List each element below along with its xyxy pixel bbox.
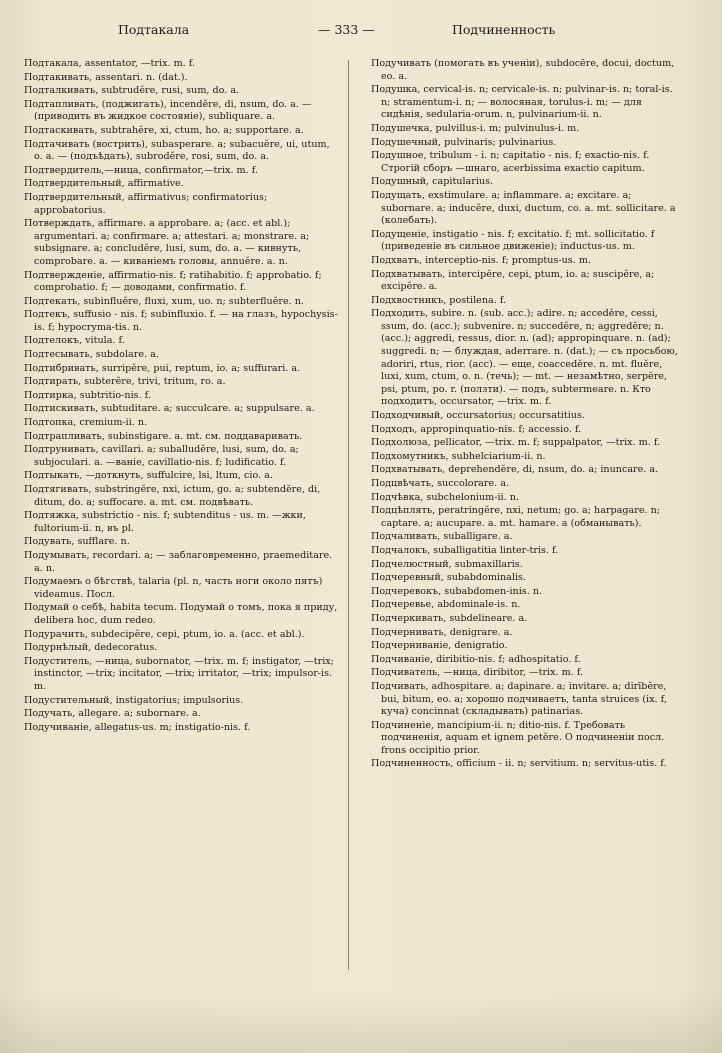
dictionary-entry: Подчеркивать, subdelineare. a.	[371, 612, 528, 624]
dictionary-entry: Подтирка, subtritio-nis. f.	[24, 389, 151, 401]
dictionary-entry: Подущать, exstimulare. a; inflammare. a; excitare. a; subornare. a; inducĕre, duxi, ductum, co. a. mt. sollicitare. a (колебать).	[371, 189, 676, 227]
dictionary-entry: Подтяжка, substrictio - nis. f; subtenditus - us. m. —жки, fultorium-ii. n, въ pl.	[24, 510, 306, 534]
dictionary-entry: Подчиватель, —ница, diribitor, —trix. m. f.	[371, 667, 584, 679]
dictionary-entry: Подчивать, adhospitare. a; dapinare. a; invitare. a; dirībĕre, bui, bitum, eo. a; хорошо подчиваетъ, tanta struices (ix. f, куча) concinnat (складывать) patinarias.	[371, 680, 667, 718]
dictionary-entry: Подтакивать, assentari. n. (dat.).	[24, 71, 188, 83]
dictionary-entry: Подтелокъ, vitula. f.	[24, 335, 125, 347]
dictionary-entry: Подтвердитель,—ница, confirmator,—trix. m. f.	[24, 164, 259, 176]
dictionary-entry: Подтирать, subterĕre, trivi, tritum, ro. a.	[24, 376, 226, 388]
column-divider	[348, 60, 349, 970]
dictionary-entry: Подхолюза, pellicator, —trix. m. f; suppalpator, —trix. m. f.	[371, 437, 661, 449]
dictionary-entry: Подушное, tribulum - i. n; capitatio - nis. f; exactio-nis. f. Строгій сборъ —шнаго, acerbissima exactio capitum.	[371, 150, 650, 174]
dictionary-entry: Подчиненіе, mancipium-ii. n; ditio-nis. f. Требовать подчиненія, aquam et ignem petĕre. О подчиненіи посл. frons occipitio prior.	[371, 719, 665, 756]
dictionary-entry: Подтесывать, subdolare. a.	[24, 349, 159, 361]
dictionary-entry: Подчалокъ, suballigatitia linter-tris. f.	[371, 544, 559, 556]
dictionary-entry: Подуститель, —ница, subornator, —trix. m. f; instigator, —trix; instinctor, —trix; incitator, —trix; irritator, —trix; impulsor-is. m.	[24, 655, 334, 692]
page-number: — 333 —	[318, 22, 375, 37]
dictionary-entry: Подчѣвка, subchelonium-ii. n.	[371, 491, 519, 503]
right-column	[371, 58, 685, 772]
dictionary-entry: Подхвостникъ, postilena. f.	[371, 294, 507, 306]
dictionary-entry: Подчерниваніе, denigratio.	[371, 640, 508, 652]
dictionary-entry: Подхомутникъ, subhelciarium-ii. n.	[371, 450, 546, 462]
dictionary-entry: Подцѣплять, peratringĕre, nxi, netum; go. a; harpagare. n; captare. a; aucupare. a. mt. hamare. a (обманывать).	[371, 505, 661, 529]
dictionary-entry: Подтвердительный, affirmativus; confirmatorius; approbatorius.	[24, 191, 268, 216]
dictionary-entry: Подтрапливать, subinstigare. a. mt. см. поддаваривать.	[24, 430, 303, 442]
dictionary-entry: Подучивать (помогать въ ученіи), subdocēre, docui, doctum, eo. a.	[371, 58, 675, 82]
dictionary-entry: Подчиваніе, diribitio-nis. f; adhospitatio. f.	[371, 653, 581, 665]
dictionary-entry: Подурачить, subdecipĕre, cepi, ptum, io. a. (acc. et abl.).	[24, 628, 305, 640]
dictionary-entry: Подумывать, recordari. a; — заблаговременно, praemeditare. a. n.	[24, 549, 333, 574]
dictionary-entry: Подтвержденіе, affirmatio-nis. f; ratihabitio. f; approbatio. f; comprobatio. f; — доводами, confirmatio. f.	[24, 269, 322, 294]
dictionary-entry: Подчеревье, abdominale-is. n.	[371, 599, 521, 611]
left-column	[24, 58, 338, 735]
dictionary-entry: Подхватывать, deprehendĕre, di, nsum, do. a; inuncare. a.	[371, 464, 659, 476]
dictionary-entry: Подтапливать, (поджигать), incendĕre, di, nsum, do. a. — (приводить въ жидкое состояніе), subliquare. a.	[24, 98, 312, 123]
dictionary-entry: Подтыкать, —доткнуть, suffulcire, lsi, ltum, cio. a.	[24, 470, 273, 482]
dictionary-entry: Подущеніе, instigatio - nis. f; excitatio. f; mt. sollicitatio. f (приведеніе въ сильное движеніе); inductus-us. m.	[371, 228, 655, 253]
dictionary-entry: Подчаливать, suballigare. a.	[371, 531, 513, 543]
dictionary-entry: Подтрунивать, cavillari. a; suballudĕre, lusi, sum, do. a; subjocularі. a. —ваніе, cavillatio-nis. f; ludificatio. f.	[24, 444, 299, 468]
dictionary-entry: Подтибривать, surripĕre, pui, reptum, io. a; suffurari. a.	[24, 362, 301, 374]
dictionary-entry: Подушечный, pulvinaris; pulvinarius.	[371, 136, 557, 148]
dictionary-entry: Подхватывать, intercipĕre, cepi, ptum, io. a; suscipĕre, a; excipĕre. a.	[371, 268, 655, 293]
dictionary-entry: Подчеревокъ, subabdomen-inis. n.	[371, 585, 543, 597]
dictionary-entry: Подцвѣчать, succolorare. a.	[371, 478, 510, 489]
dictionary-entry: Подчеревный, subabdominalis.	[371, 572, 527, 584]
dictionary-entry: Подтачивать (вострить), subasperare. a; subacuĕre, ui, utum, o. a. — (подъѣдать), subrodĕre, rosi, sum, do. a.	[24, 138, 330, 163]
header-right-keyword: Подчиненность	[452, 22, 556, 37]
header-left-keyword: Подтакала	[118, 22, 190, 37]
dictionary-entry: Подувать, sufflare. n.	[24, 536, 130, 548]
dictionary-entry: Подурнѣлый, dedecoratus.	[24, 642, 158, 654]
dictionary-entry: Подустительный, instigatorius; impulsorius.	[24, 694, 244, 706]
dictionary-entry: Подтягивать, substringĕre, nxi, ictum, go. a; subtendĕre, di, ditum, do. a; suffocare. a. mt. см. подвѣвать.	[24, 484, 321, 508]
dictionary-entry: Подхватъ, interceptio-nis. f; promptus-us. m.	[371, 254, 591, 266]
dictionary-entry: Подталкивать, subtrudĕre, rusi, sum, do. a.	[24, 85, 240, 97]
dictionary-entry: Подушный, capitularius.	[371, 176, 494, 188]
dictionary-entry: Подумаемъ о бѣгствѣ, talaria (pl. n, часть ноги около пятъ) videamus. Посл.	[24, 576, 323, 600]
dictionary-entry: Подтекъ, suffusio - nis. f; subinfluxio. f. — на глазъ, hypochysis-is. f; hypocryma-tis. n.	[24, 309, 338, 333]
dictionary-entry: Подтаскивать, subtrahĕre, xi, ctum, ho. a; supportare. a.	[24, 124, 304, 136]
dictionary-entry: Подтвердительный, affirmative.	[24, 178, 184, 190]
dictionary-entry: Подходчивый, occursatorius; occursatitius.	[371, 410, 585, 422]
dictionary-entry: Подтакала, assentator, —trix. m. f.	[24, 58, 196, 69]
dictionary-entry: Подчернивать, denigrare. a.	[371, 626, 513, 638]
dictionary-entry: Подходить, subire. n. (sub. acc.); adire. n; accedĕre, cessi, ssum, do. (acc.); subvenire. n; succedĕre, n; aggredĕre; n. (acc.); aggredi, ressus, dior. n. (ad); appropinquare. n. (ad); suggredi. n; — блуждая, aderrare. n. (dat.); — съ просьбою, adoriri, rtus, rior. (acc). — еще, coaccedĕre. n. mt. fluĕre, luxi, xum, ctum, o. n. (течь); — mt. — незамѣтно, serpĕre, psi, ptum, po. r. (ползти). — подъ, subtermeare. n. Кто подходитъ, occursator, —trix. m. f.	[371, 308, 678, 408]
dictionary-entry: Подчиненность, officium - ii. n; servitium. n; servitus-utis. f.	[371, 758, 667, 770]
dictionary-entry: Подчелюстный, submaxillaris.	[371, 558, 523, 570]
dictionary-entry: Подучиваніе, allegatus-us. m; instigatio-nis. f.	[24, 721, 251, 733]
dictionary-entry: Подушечка, pulvillus-i. m; pulvinulus-i. m.	[371, 122, 580, 134]
dictionary-entry: Подтопка, cremium-ii. n.	[24, 417, 148, 429]
dictionary-entry: Подтискивать, subtuditare. a; succulcare. a; suppulsare. a.	[24, 403, 315, 415]
dictionary-entry: Подумай о себѣ, habita tecum. Подумай о томъ, пока я приду, delibera hoc, dum redeo.	[24, 602, 338, 626]
running-header	[0, 22, 722, 44]
dictionary-entry: Подучать, allegare. a; subornare. a.	[24, 708, 201, 720]
page-shadow	[0, 991, 722, 1053]
dictionary-entry: Подтекать, subinfluĕre, fluxi, xum, uo. n; subterfluĕre. n.	[24, 295, 304, 307]
dictionary-entry: Подушка, cervical-is. n; cervicale-is. n; pulvinar-is. n; toral-is. n; stramentum-i. n; — волосяная, torulus-i. m; — для сидѣнія, sedularia-orum. n, pulvinarium-ii. n.	[371, 84, 673, 121]
dictionary-entry: Подходъ, appropinquatio-nis. f; accessio. f.	[371, 423, 582, 435]
dictionary-entry: Потверждать, affirmare. a approbare. a; (acc. et abl.); argumentari. a; confirmare. a; attestari. a; monstrare. a; subsignare. a; concludĕre, lusi, sum, do. a. — кивнуть, comprobare. a. — киваніемъ головы, annuĕre. a. n.	[24, 218, 310, 267]
